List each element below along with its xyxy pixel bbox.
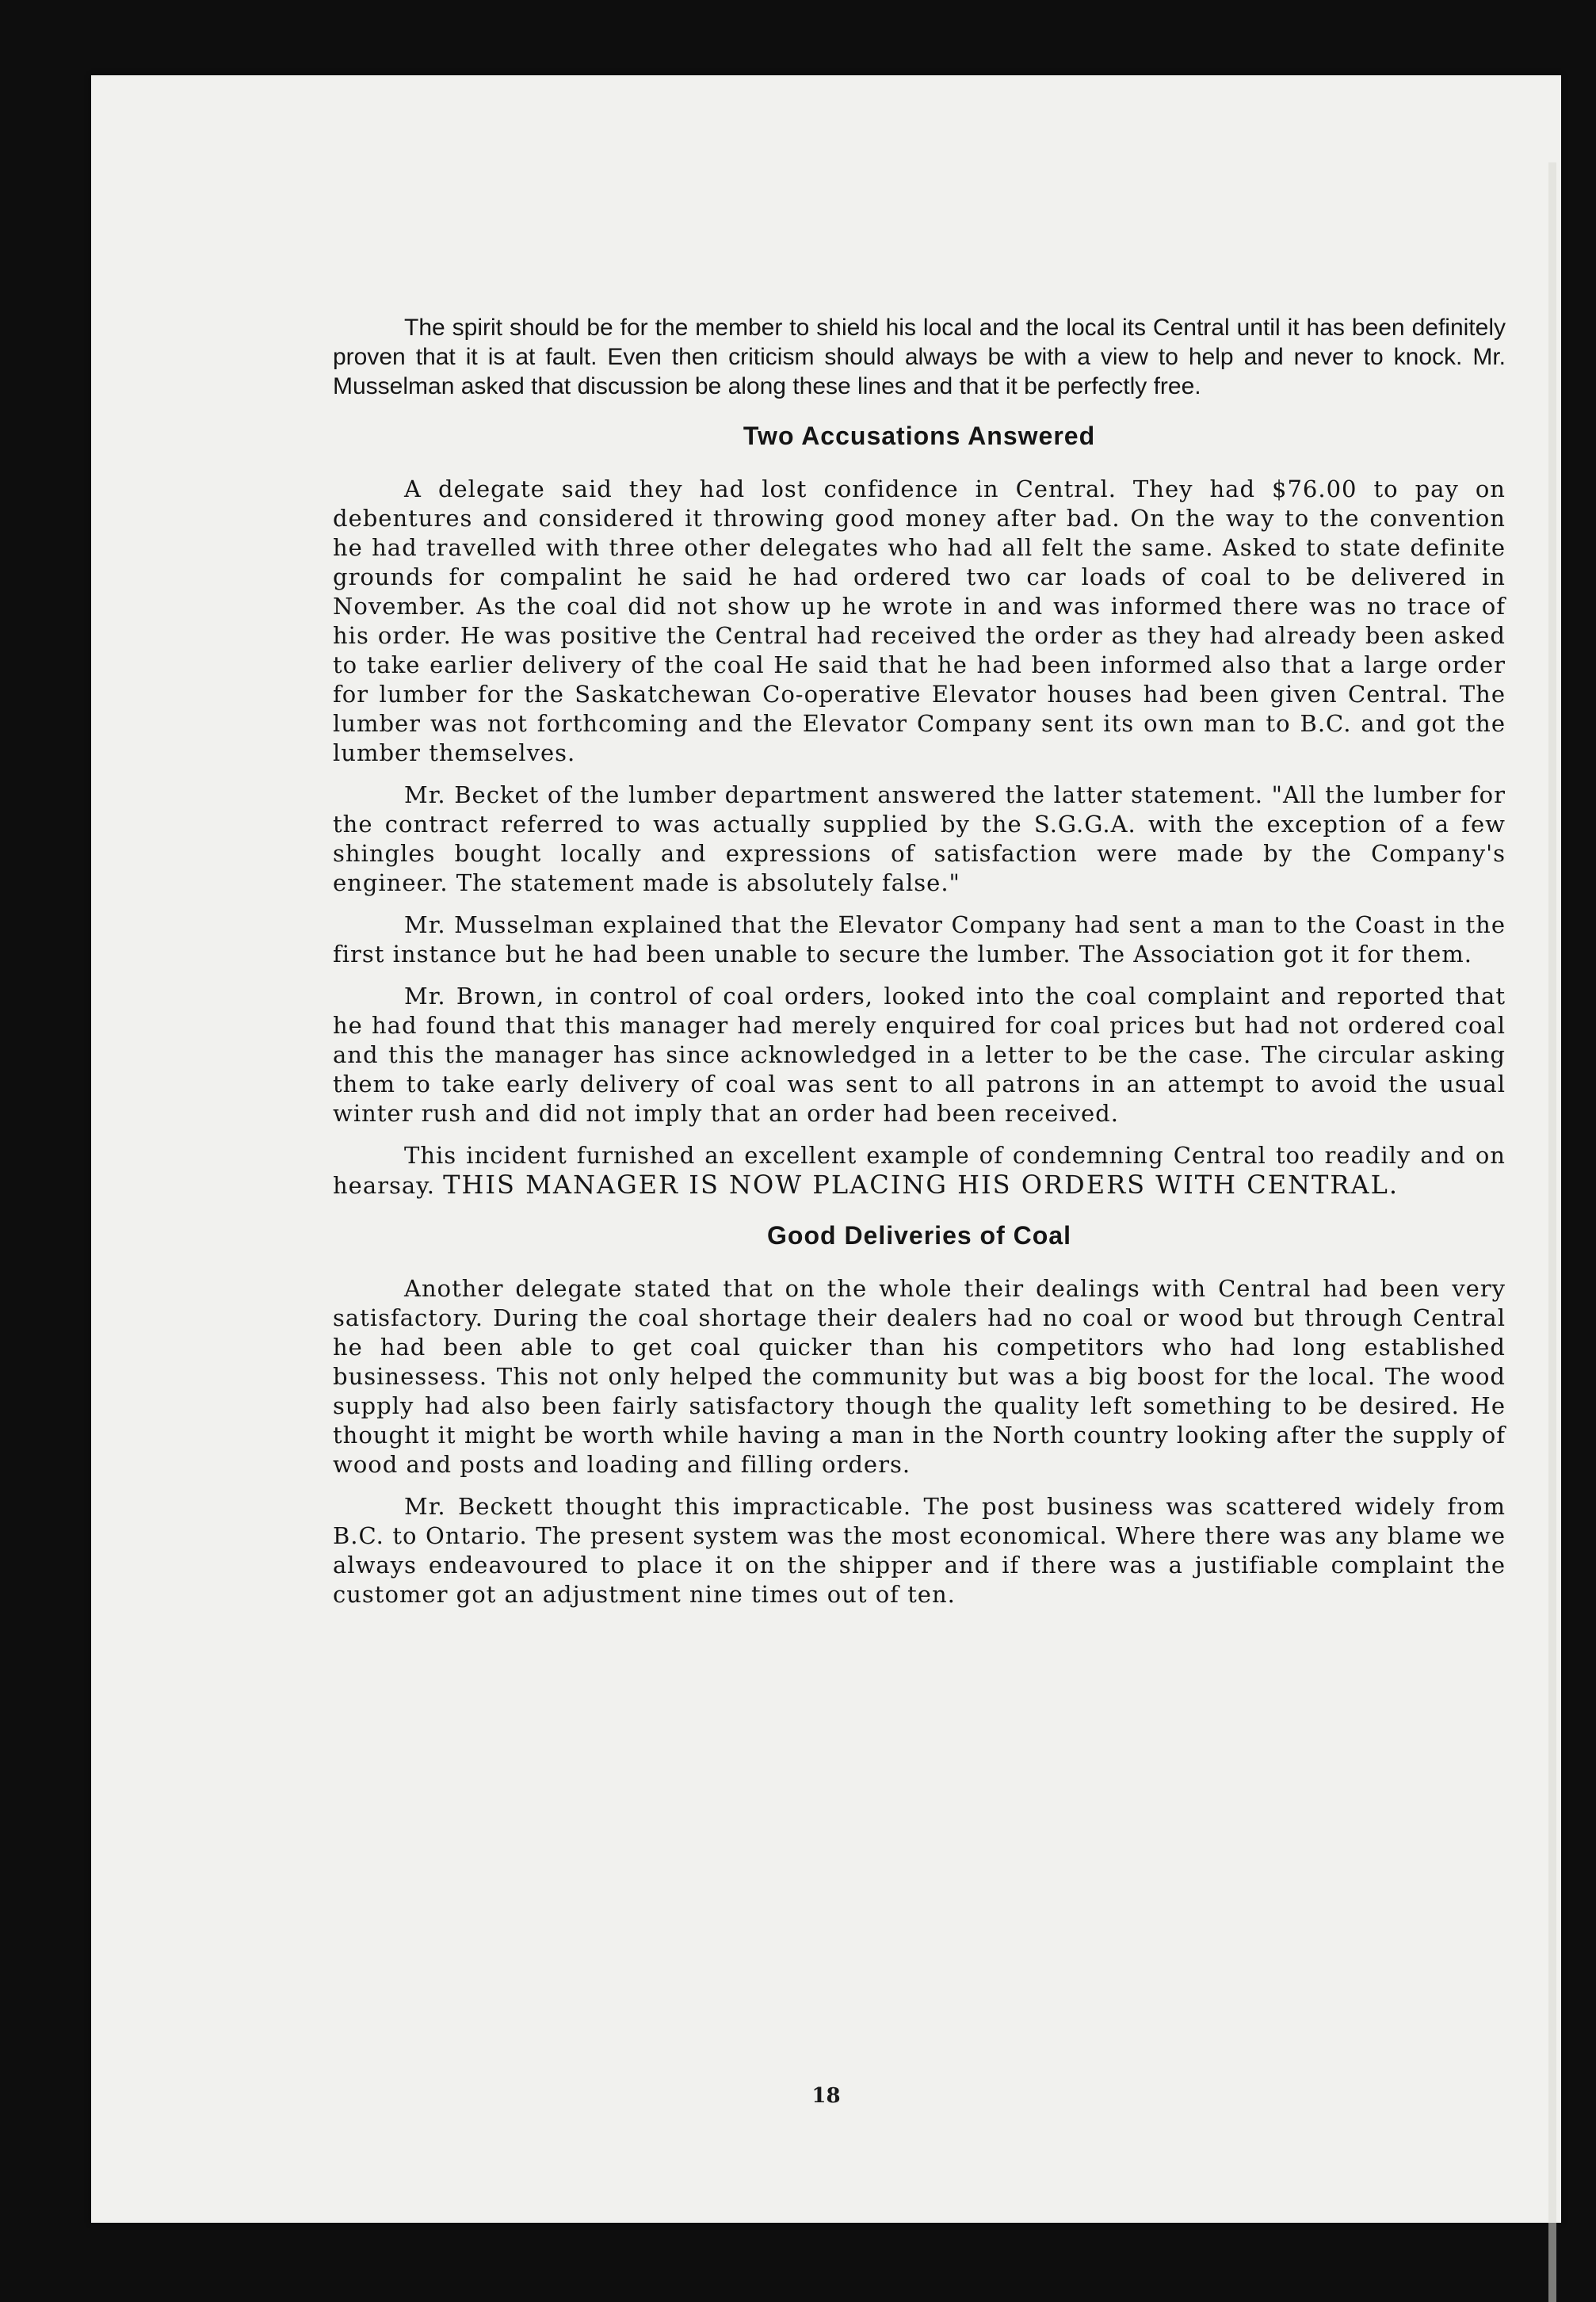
conclusion-text: This incident furnished an excellent example of condemning Central too readily and on hearsay.: [333, 1142, 1506, 1199]
paragraph-incident-conclusion: [333, 1141, 1506, 1201]
page-edge-shadow: [1548, 162, 1556, 2302]
section-heading-good-deliveries: Good Deliveries of Coal: [767, 1221, 1071, 1250]
section-heading-two-accusations: Two Accusations Answered: [743, 422, 1096, 450]
page-number: 18: [811, 2084, 841, 2108]
paragraph-musselman-explanation: Mr. Musselman explained that the Elevator Company had sent a man to the Coast in the first instance but he had been unable to secure the lumber. The Association got it for them.: [333, 911, 1506, 968]
intro-paragraph: The spirit should be for the member to shield his local and the local its Central until it has been definitely proven that it is at fault. Even then criticism should always be with a view to help and never to knock. Mr. Musselman asked that discussion be along these lines and that it be perfectly free.: [333, 315, 1506, 399]
paragraph-brown-report: Mr. Brown, in control of coal orders, looked into the coal complaint and reported that he had found that this manager had merely enquired for coal prices but had not ordered coal and this the manager has since acknowledged in a letter to be the case. The circular asking them to take early delivery of coal was sent to all patrons in an attempt to avoid the usual winter rush and did not imply that an order had been received.: [333, 983, 1506, 1127]
article-body: [333, 313, 1506, 1622]
paragraph-satisfied-delegate: Another delegate stated that on the whole their dealings with Central had been very satisfactory. During the coal shortage their dealers had no coal or wood but through Central he had been able to get coal quicker than his competitors who had long established businessess. This not only helped the community but was a big boost for the local. The wood supply had also been fairly satisfactory though the quality left something to be desired. He thought it might be worth while having a man in the North country looking after the supply of wood and posts and loading and filling orders.: [333, 1275, 1506, 1478]
scanned-page: [91, 75, 1561, 2223]
paragraph-beckett-reply: Mr. Beckett thought this impracticable. The post business was scattered widely from B.C. to Ontario. The present system was the most economical. Where there was any blame we always endeavoured to place it on the shipper and if there was a justifiable complaint the customer got an adjustment nine times out of ten.: [333, 1493, 1506, 1608]
paragraph-delegate-complaint: A delegate said they had lost confidence in Central. They had $76.00 to pay on debentures and considered it throwing good money after bad. On the way to the convention he had travelled with three other delegates who had all felt the same. Asked to state definite grounds for compalint he said he had ordered two car loads of coal to be delivered in November. As the coal did not show up he wrote in and was informed there was no trace of his order. He was positive the Central had received the order as they had already been asked to take earlier delivery of the coal He said that he had been informed also that a large order for lumber for the Saskatchewan Co-operative Elevator houses had been given Central. The lumber was not forthcoming and the Elevator Company sent its own man to B.C. and got the lumber themselves.: [333, 475, 1506, 766]
paragraph-becket-answer: Mr. Becket of the lumber department answered the latter statement. "All the lumber for the contract referred to was actually supplied by the S.G.G.A. with the exception of a few shingles bought locally and expressions of satisfaction were made by the Company's engineer. The statement made is absolutely false.": [333, 781, 1506, 896]
conclusion-caps: THIS MANAGER IS NOW PLACING HIS ORDERS WITH CENTRAL.: [443, 1170, 1399, 1200]
